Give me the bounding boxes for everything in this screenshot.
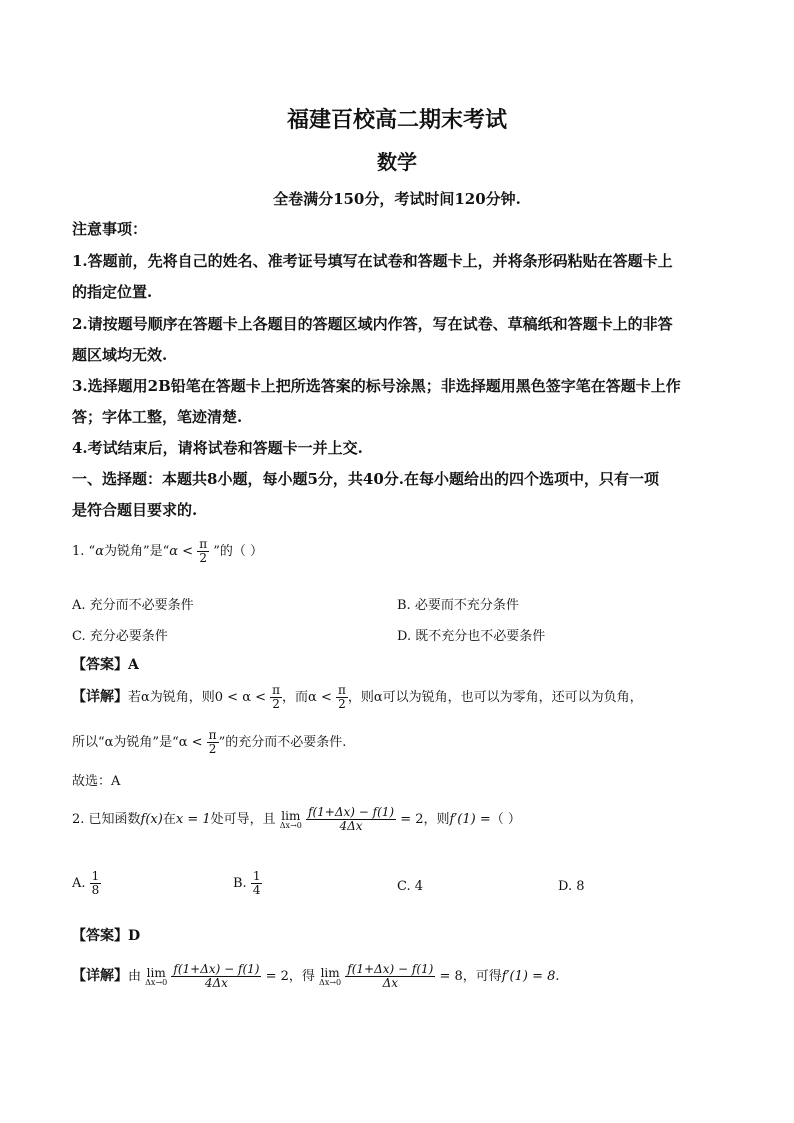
note-3-line-1: 3.选择题用2B铅笔在答题卡上把所选答案的标号涂黑；非选择题用黑色签字笔在答题卡上作 [72,377,681,395]
q2-detail-line: 【详解】由 lim Δx→0 $\frac{f(1+\Delta x) - f(1)}{4\Delta x}$ = 2，得 lim Δx→0 $\frac{f(1+\Delta x) - f(1)}{\Delta x}$ = 8，可得f′(1) = 8. [72,962,560,991]
q2-option-b: B. $\frac{1}{4}$ [233,869,261,898]
limit-fraction: $\frac{f(1+\Delta x) - f(1)}{4\Delta x}$ [308,805,395,834]
q1-option-d: D. 既不充分也不必要条件 [397,629,546,644]
note-3-line-2: 答；字体工整，笔迹清楚. [72,408,243,426]
exam-title: 福建百校高二期末考试 [286,107,507,133]
q1-choice: 故选：A [72,774,121,789]
note-1-line-2: 的指定位置. [72,283,153,301]
q1-answer: 【答案】A [72,657,139,673]
subject-title: 数学 [377,150,417,174]
score-info: 全卷满分150分，考试时间120分钟. [273,190,521,208]
q1-detail-line-2: 所以“α为锐角”是“α < $\frac{\pi}{2}$ ”的充分而不必要条件. [72,728,347,757]
q1-option-b: B. 必要而不充分条件 [397,598,519,613]
q1-detail-line-1: 【详解】若α为锐角，则0 < α < $\frac{\pi}{2}$ ，而α < $\frac{\pi}{2}$ ，则α可以为锐角，也可以为零角，还可以为负角， [72,683,643,712]
note-2-line-1: 2.请按题号顺序在答题卡上各题目的答题区域内作答，写在试卷、草稿纸和答题卡上的非答 [72,315,673,333]
q2-option-d: D. 8 [558,879,585,894]
note-2-line-2: 题区域均无效. [72,346,168,364]
note-4: 4.考试结束后，请将试卷和答题卡一并上交. [72,439,363,457]
question-1-stem: 1. “α为锐角”是“α < $\frac{\pi}{2}$ ”的（ ） [72,537,264,566]
q1-option-a: A. 充分而不必要条件 [72,598,194,613]
note-1-line-1: 1.答题前，先将自己的姓名、准考证号填写在试卷和答题卡上，并将条形码粘贴在答题卡上 [72,252,673,270]
q2-option-a: A. $\frac{1}{8}$ [72,869,100,898]
q2-option-c: C. 4 [397,879,424,894]
pi-over-2-fraction: $\frac{\pi}{2}$ [199,537,208,566]
question-2-stem: 2. 已知函数f(x)在x = 1处可导，且 lim Δx→0 $\frac{f(1+\Delta x) - f(1)}{4\Delta x}$ = 2，则f′(1) =（ ） [72,805,521,834]
q2-answer: 【答案】D [72,928,141,944]
notes-heading: 注意事项： [72,220,148,238]
section-heading-line-2: 是符合题目要求的. [72,501,198,519]
q1-option-c: C. 充分必要条件 [72,629,168,644]
section-heading-line-1: 一、选择题：本题共8小题，每小题5分，共40分.在每小题给出的四个选项中，只有一项 [72,470,659,488]
